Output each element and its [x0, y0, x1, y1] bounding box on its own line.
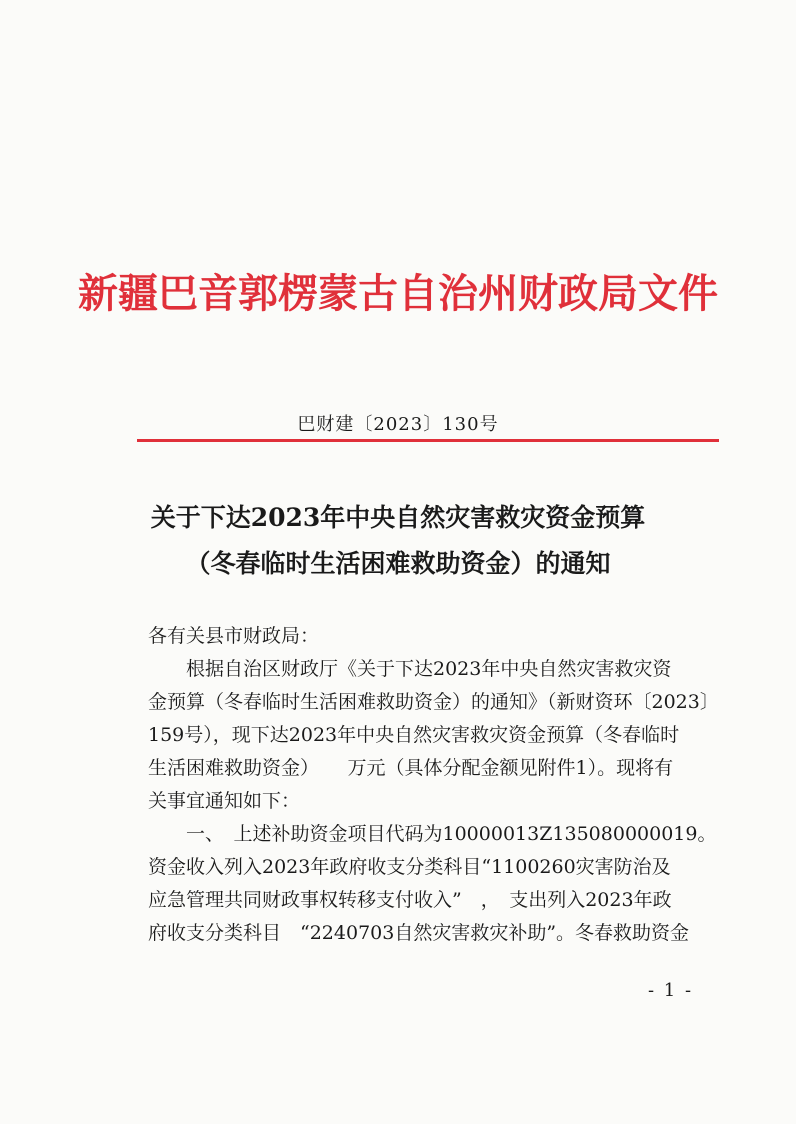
- body-line: 资金收入列入2023年政府收支分类科目“1100260灾害防治及: [148, 856, 671, 878]
- issuer-title: 新疆巴音郭楞蒙古自治州财政局文件: [78, 270, 718, 317]
- body-line: 159号），现下达2023年中央自然灾害救灾资金预算（冬春临时: [148, 724, 680, 746]
- red-divider: [137, 439, 719, 442]
- page-number: - 1 -: [648, 980, 694, 1001]
- body-line: 一、 上述补助资金项目代码为10000013Z135080000019。: [148, 823, 717, 845]
- body-line: 各有关县市财政局：: [148, 625, 320, 647]
- body-line: 府收支分类科目 “2240703自然灾害救灾补助”。冬春救助资金: [148, 922, 690, 944]
- body-line: 关事宜通知如下：: [148, 790, 301, 812]
- document-number: 巴财建〔2023〕130号: [297, 414, 499, 435]
- subject-line-1: 关于下达2023年中央自然灾害救灾资金预算: [150, 503, 646, 532]
- body-line: 根据自治区财政厅《关于下达2023年中央自然灾害救灾资: [148, 658, 672, 680]
- body-line: 应急管理共同财政事权转移支付收入” ， 支出列入2023年政: [148, 889, 672, 911]
- body-line: 生活困难救助资金） 万元（具体分配金额见附件1）。现将有: [148, 757, 674, 779]
- subject-line-2: （冬春临时生活困难救助资金）的通知: [185, 549, 611, 578]
- body-line: 金预算（冬春临时生活困难救助资金）的通知》（新财资环〔2023〕: [148, 691, 719, 713]
